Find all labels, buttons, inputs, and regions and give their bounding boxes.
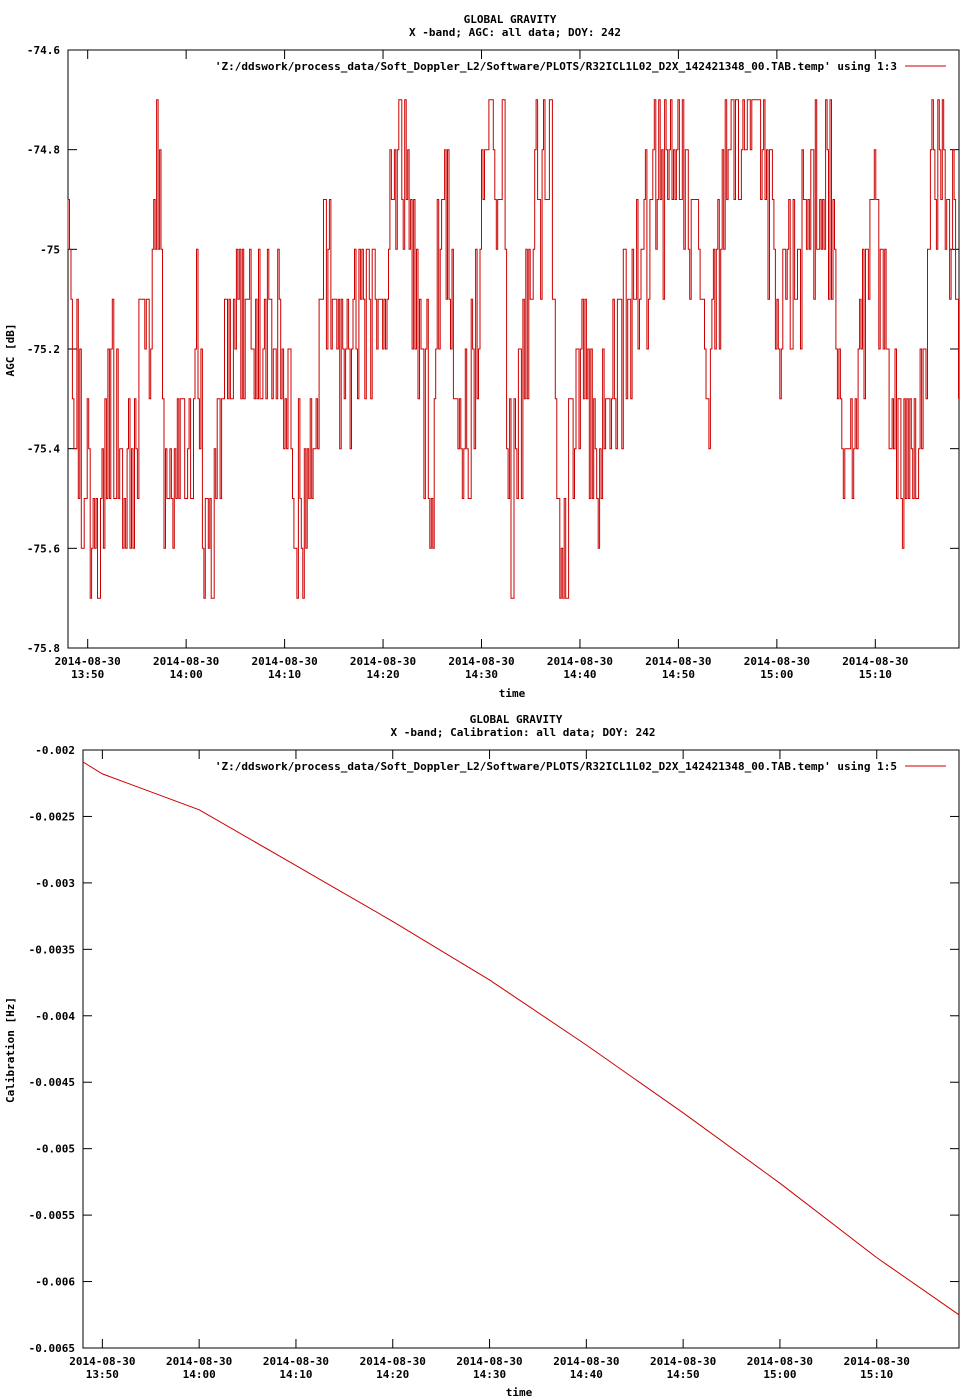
x-tick-label-time: 15:10 [860,1368,894,1381]
y-tick-label: -0.0045 [28,1076,75,1090]
y-tick-label: -0.0055 [28,1209,75,1223]
legend-label: 'Z:/ddswork/process_data/Soft_Doppler_L2/Software/PLOTS/R32ICL1L02_D2X_142421348_00.TAB.temp' using 1:5 [214,760,897,773]
y-tick-label: -75.4 [26,442,60,456]
x-tick-label-time: 14:30 [472,1368,507,1381]
x-tick-label-date: 2014-08-30 [262,1355,330,1368]
x-tick-label-time: 15:00 [760,668,794,681]
x-tick-label-date: 2014-08-30 [349,655,417,668]
y-tick-label: -74.6 [26,44,60,57]
chart-subtitle: X -band; AGC: all data; DOY: 242 [409,26,621,39]
y-tick-label: -75.6 [26,542,60,556]
x-tick-label-time: 14:10 [268,668,302,681]
x-tick-label-time: 15:10 [858,668,892,681]
y-tick-label: -75 [40,243,60,257]
x-tick-label-date: 2014-08-30 [746,1355,814,1368]
x-tick-label-date: 2014-08-30 [650,1355,717,1368]
x-tick-label-date: 2014-08-30 [842,655,909,668]
x-tick-label-time: 14:50 [661,668,695,681]
x-tick-label-date: 2014-08-30 [456,1355,523,1368]
x-tick-label-time: 14:10 [279,1368,313,1381]
y-tick-label: -0.0035 [28,943,75,957]
chart-subtitle: X -band; Calibration: all data; DOY: 242 [390,726,656,739]
x-tick-label-date: 2014-08-30 [743,655,810,668]
x-ticks [55,50,909,681]
x-tick-label-time: 13:50 [71,668,105,681]
x-tick-label-time: 14:00 [169,668,203,681]
calibration-plot [4,713,959,1399]
x-tick-label-date: 2014-08-30 [166,1355,233,1368]
x-tick-label-time: 14:50 [666,1368,700,1381]
x-tick-label-date: 2014-08-30 [153,655,220,668]
agc-series-line [68,100,959,598]
y-axis-label: AGC [dB] [4,323,17,377]
y-tick-label: -0.0025 [28,810,75,824]
x-tick-label-date: 2014-08-30 [448,655,515,668]
x-tick-label-time: 14:40 [563,668,597,681]
y-axis-label: Calibration [Hz] [4,997,17,1103]
x-tick-label-date: 2014-08-30 [553,1355,620,1368]
x-tick-label-date: 2014-08-30 [843,1355,910,1368]
x-tick-label-time: 13:50 [85,1368,119,1381]
x-tick-label-date: 2014-08-30 [645,655,712,668]
agc-plot [4,13,959,700]
x-tick-label-date: 2014-08-30 [69,1355,136,1368]
x-tick-label-date: 2014-08-30 [359,1355,426,1368]
x-ticks [69,750,910,1381]
x-tick-label-time: 14:20 [376,1368,410,1381]
x-tick-label-date: 2014-08-30 [54,655,121,668]
calibration-series-line [83,762,959,1315]
x-tick-label-date: 2014-08-30 [251,655,318,668]
y-tick-label: -0.005 [35,1142,75,1156]
y-tick-label: -0.004 [35,1009,75,1023]
x-tick-label-time: 14:40 [569,1368,603,1381]
y-tick-label: -0.003 [35,876,75,890]
x-tick-label-time: 14:20 [366,668,400,681]
chart-title: GLOBAL GRAVITY [469,713,563,726]
plot-border [83,750,959,1348]
y-tick-label: -0.002 [35,744,75,757]
x-tick-label-time: 15:00 [763,1368,797,1381]
y-tick-label: -74.8 [26,143,60,157]
x-axis-label: time [498,687,526,700]
y-tick-label: -75.8 [26,642,60,655]
x-tick-label-date: 2014-08-30 [546,655,614,668]
y-tick-label: -0.006 [35,1275,75,1289]
x-tick-label-time: 14:30 [464,668,499,681]
y-tick-label: -75.2 [26,343,60,356]
x-axis-label: time [505,1386,533,1399]
x-tick-label-time: 14:00 [182,1368,216,1381]
legend-label: 'Z:/ddswork/process_data/Soft_Doppler_L2/Software/PLOTS/R32ICL1L02_D2X_142421348_00.TAB.temp' using 1:3 [214,60,897,73]
y-ticks [29,744,959,1355]
chart-title: GLOBAL GRAVITY [463,13,557,26]
y-tick-label: -0.0065 [28,1342,75,1355]
